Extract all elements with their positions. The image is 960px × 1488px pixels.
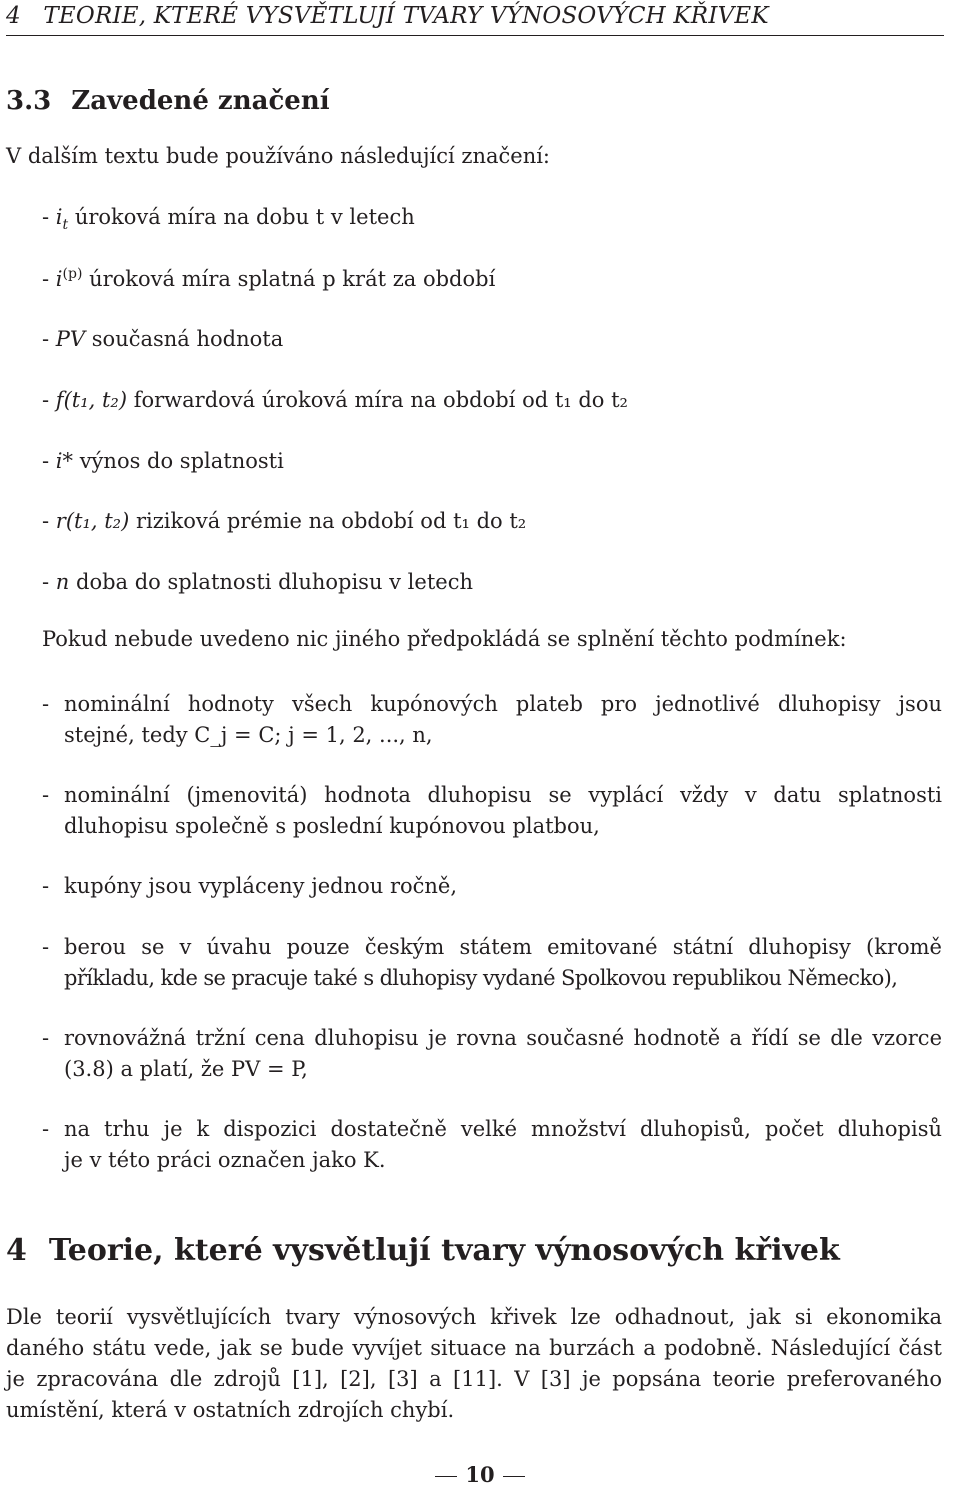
assumption-line: nominální hodnoty všech kupónových plateb pro jednotlivé dluhopisy jsou	[64, 692, 942, 716]
list-dash: -	[42, 205, 50, 229]
notation-item-it	[42, 205, 415, 233]
notation-text: riziková prémie na období od t₁ do t₂	[129, 509, 527, 533]
assumption-line: nominální (jmenovitá) hodnota dluhopisu se vyplácí vždy v datu splatnosti	[64, 783, 942, 807]
notation-item-forward	[42, 388, 628, 412]
paragraph-line: Dle teorií vysvětlujících tvary výnosových křivek lze odhadnout, jak si ekonomika	[6, 1305, 942, 1329]
section-heading	[6, 86, 330, 116]
assumption-line: je v této práci označen jako K.	[64, 1148, 386, 1172]
notation-text: forwardová úroková míra na období od t₁ do t₂	[127, 388, 628, 412]
notation-symbol: i	[55, 205, 63, 229]
notation-text: současná hodnota	[85, 327, 284, 351]
running-header: 4 TEORIE, KTERÉ VYSVĚTLUJÍ TVARY VÝNOSOVÝCH KŘIVEK	[6, 3, 769, 29]
assumption-line: berou se v úvahu pouze českým státem emitované státní dluhopisy (kromě	[64, 935, 942, 959]
list-dash: -	[42, 327, 50, 351]
assumption-line: (3.8) a platí, že PV = P,	[64, 1057, 308, 1081]
assumption-item	[42, 780, 942, 842]
assumptions-intro: Pokud nebude uvedeno nic jiného předpokládá se splnění těchto podmínek:	[42, 627, 847, 651]
list-dash: -	[42, 509, 50, 533]
assumption-item	[42, 932, 942, 994]
assumption-line: stejné, tedy C_j = C; j = 1, 2, ..., n,	[64, 723, 433, 747]
notation-symbol: i	[55, 267, 63, 291]
notation-text: úroková míra splatná p krát za období	[82, 267, 496, 291]
list-dash: -	[42, 1117, 50, 1141]
notation-item-ip	[42, 266, 495, 291]
notation-text: výnos do splatnosti	[73, 449, 284, 473]
page-number-rule-right	[503, 1476, 525, 1477]
assumption-item	[42, 1023, 942, 1085]
assumption-item	[42, 1114, 942, 1176]
header-rule	[6, 35, 944, 36]
paragraph-line: je zpracována dle zdrojů [1], [2], [3] a [11]. V [3] je popsána teorie preferovaného	[6, 1367, 942, 1391]
chapter-paragraph	[6, 1302, 942, 1426]
list-dash: -	[42, 570, 50, 594]
assumption-line: kupóny jsou vypláceny jednou ročně,	[64, 874, 458, 898]
assumption-line: příkladu, kde se pracuje také s dluhopisy vydané Spolkovou republikou Německo),	[64, 966, 898, 990]
notation-item-yield	[42, 449, 284, 473]
section-title: Zavedené značení	[71, 86, 330, 116]
paragraph-line: daného státu vede, jak se bude vyvíjet situace na burzách a podobně. Následující část	[6, 1336, 942, 1360]
paragraph-line: umístění, která v ostatních zdrojích chybí.	[6, 1398, 455, 1422]
list-dash: -	[42, 1026, 50, 1050]
notation-symbol: i*	[55, 449, 74, 473]
chapter-number: 4	[6, 1233, 27, 1268]
list-dash: -	[42, 388, 50, 412]
notation-item-pv	[42, 327, 283, 351]
page-number-rule-left	[435, 1476, 457, 1477]
chapter-heading	[6, 1233, 840, 1268]
notation-subscript: t	[62, 217, 69, 234]
assumption-item	[42, 871, 942, 902]
section-number: 3.3	[6, 86, 52, 116]
notation-superscript: (p)	[62, 266, 83, 282]
list-dash: -	[42, 267, 50, 291]
assumption-line: na trhu je k dispozici dostatečně velké množství dluhopisů, počet dluhopisů	[64, 1117, 942, 1141]
assumption-item	[42, 689, 942, 751]
notation-text: doba do splatnosti dluhopisu v letech	[69, 570, 473, 594]
notation-symbol: n	[55, 570, 70, 594]
list-dash: -	[42, 692, 50, 716]
notation-item-risk	[42, 509, 526, 533]
chapter-title: Teorie, které vysvětlují tvary výnosových křivek	[48, 1233, 840, 1268]
page-number-value: 10	[465, 1462, 495, 1487]
list-dash: -	[42, 783, 50, 807]
notation-symbol: r(t₁, t₂)	[55, 509, 130, 533]
notation-text: úroková míra na dobu t v letech	[68, 205, 415, 229]
list-dash: -	[42, 935, 50, 959]
list-dash: -	[42, 874, 50, 898]
assumption-line: rovnovážná tržní cena dluhopisu je rovna současné hodnotě a řídí se dle vzorce	[64, 1026, 942, 1050]
notation-symbol: f(t₁, t₂)	[55, 388, 128, 412]
page-number	[0, 1462, 960, 1487]
section-intro: V dalším textu bude používáno následující značení:	[6, 144, 551, 168]
notation-symbol: PV	[55, 327, 86, 351]
notation-item-maturity	[42, 570, 473, 594]
assumption-line: dluhopisu společně s poslední kupónovou platbou,	[64, 814, 600, 838]
list-dash: -	[42, 449, 50, 473]
